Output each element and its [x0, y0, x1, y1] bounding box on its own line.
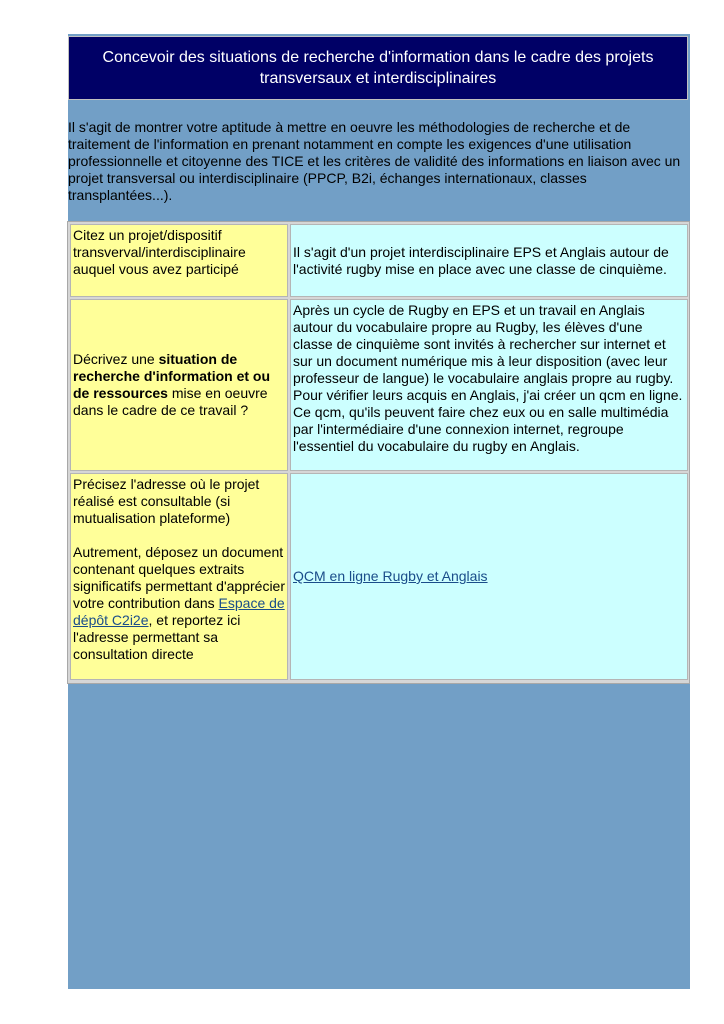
question-situation-post: mise en oeuvre dans le cadre de ce travail ?	[73, 385, 268, 418]
qcm-link[interactable]: QCM en ligne Rugby et Anglais	[293, 568, 488, 584]
page-title: Concevoir des situations de recherche d'information dans le cadre des projets transversaux et interdisciplinaires	[102, 49, 654, 87]
question-cell-project	[70, 224, 288, 297]
form-table	[67, 221, 690, 684]
intro-paragraph: Il s'agit de montrer votre aptitude à mettre en oeuvre les méthodologies de recherche et de traitement de l'information en prenant notamment en compte les exigences d'une utilisation professionnelle et citoyenne des TICE et les critères de validité des informations en liaison avec un projet transversal ou interdisciplinaire (PPCP, B2i, échanges internationaux, classes transplantées...).	[68, 119, 681, 203]
question-situation-pre: Décrivez une	[73, 351, 159, 367]
spacer	[73, 527, 285, 544]
question-text-project: Citez un projet/dispositif transverval/interdisciplinaire auquel vous avez participé	[73, 227, 246, 277]
answer-cell-situation	[290, 299, 688, 471]
question-text-situation	[73, 351, 285, 419]
answer-cell-project	[290, 224, 688, 297]
question-cell-address	[70, 473, 288, 680]
answer-text-project: Il s'agit d'un projet interdisciplinaire EPS et Anglais autour de l'activité rugby mise en place avec une classe de cinquième.	[293, 243, 669, 277]
page-title-box	[68, 36, 688, 100]
question-cell-situation	[70, 299, 288, 471]
question-address-part2-post: , et reportez ici l'adresse permettant sa consultation directe	[73, 612, 241, 662]
depot-space-link[interactable]: Espace de dépôt C2i2e	[73, 595, 285, 628]
question-situation-bold: situation de recherche d'information et ou de ressources	[73, 351, 271, 401]
answer-text-situation: Après un cycle de Rugby en EPS et un travail en Anglais autour du vocabulaire propre au Rugby, les élèves d'une classe de cinquième sont invités à rechercher sur internet et sur un document numérique mis à leur disposition (avec leur professeur de langue) le vocabulaire anglais propre au rugby. Pour vérifier leurs acquis en Anglais, j'ai créer un qcm en ligne. Ce qcm, qu'ils peuvent faire chez eux ou en salle multimédia par l'intermédiaire d'une connexion internet, regroupe l'essentiel du vocabulaire du rugby en Anglais.	[293, 302, 683, 454]
question-address-part2	[73, 544, 285, 663]
question-address-part2-pre: Autrement, déposez un document contenant quelques extraits significatifs permettant d'apprécier votre contribution dans	[73, 544, 285, 611]
question-address-part1: Précisez l'adresse où le projet réalisé est consultable (si mutualisation plateforme)	[73, 476, 260, 526]
answer-cell-address	[290, 473, 688, 680]
